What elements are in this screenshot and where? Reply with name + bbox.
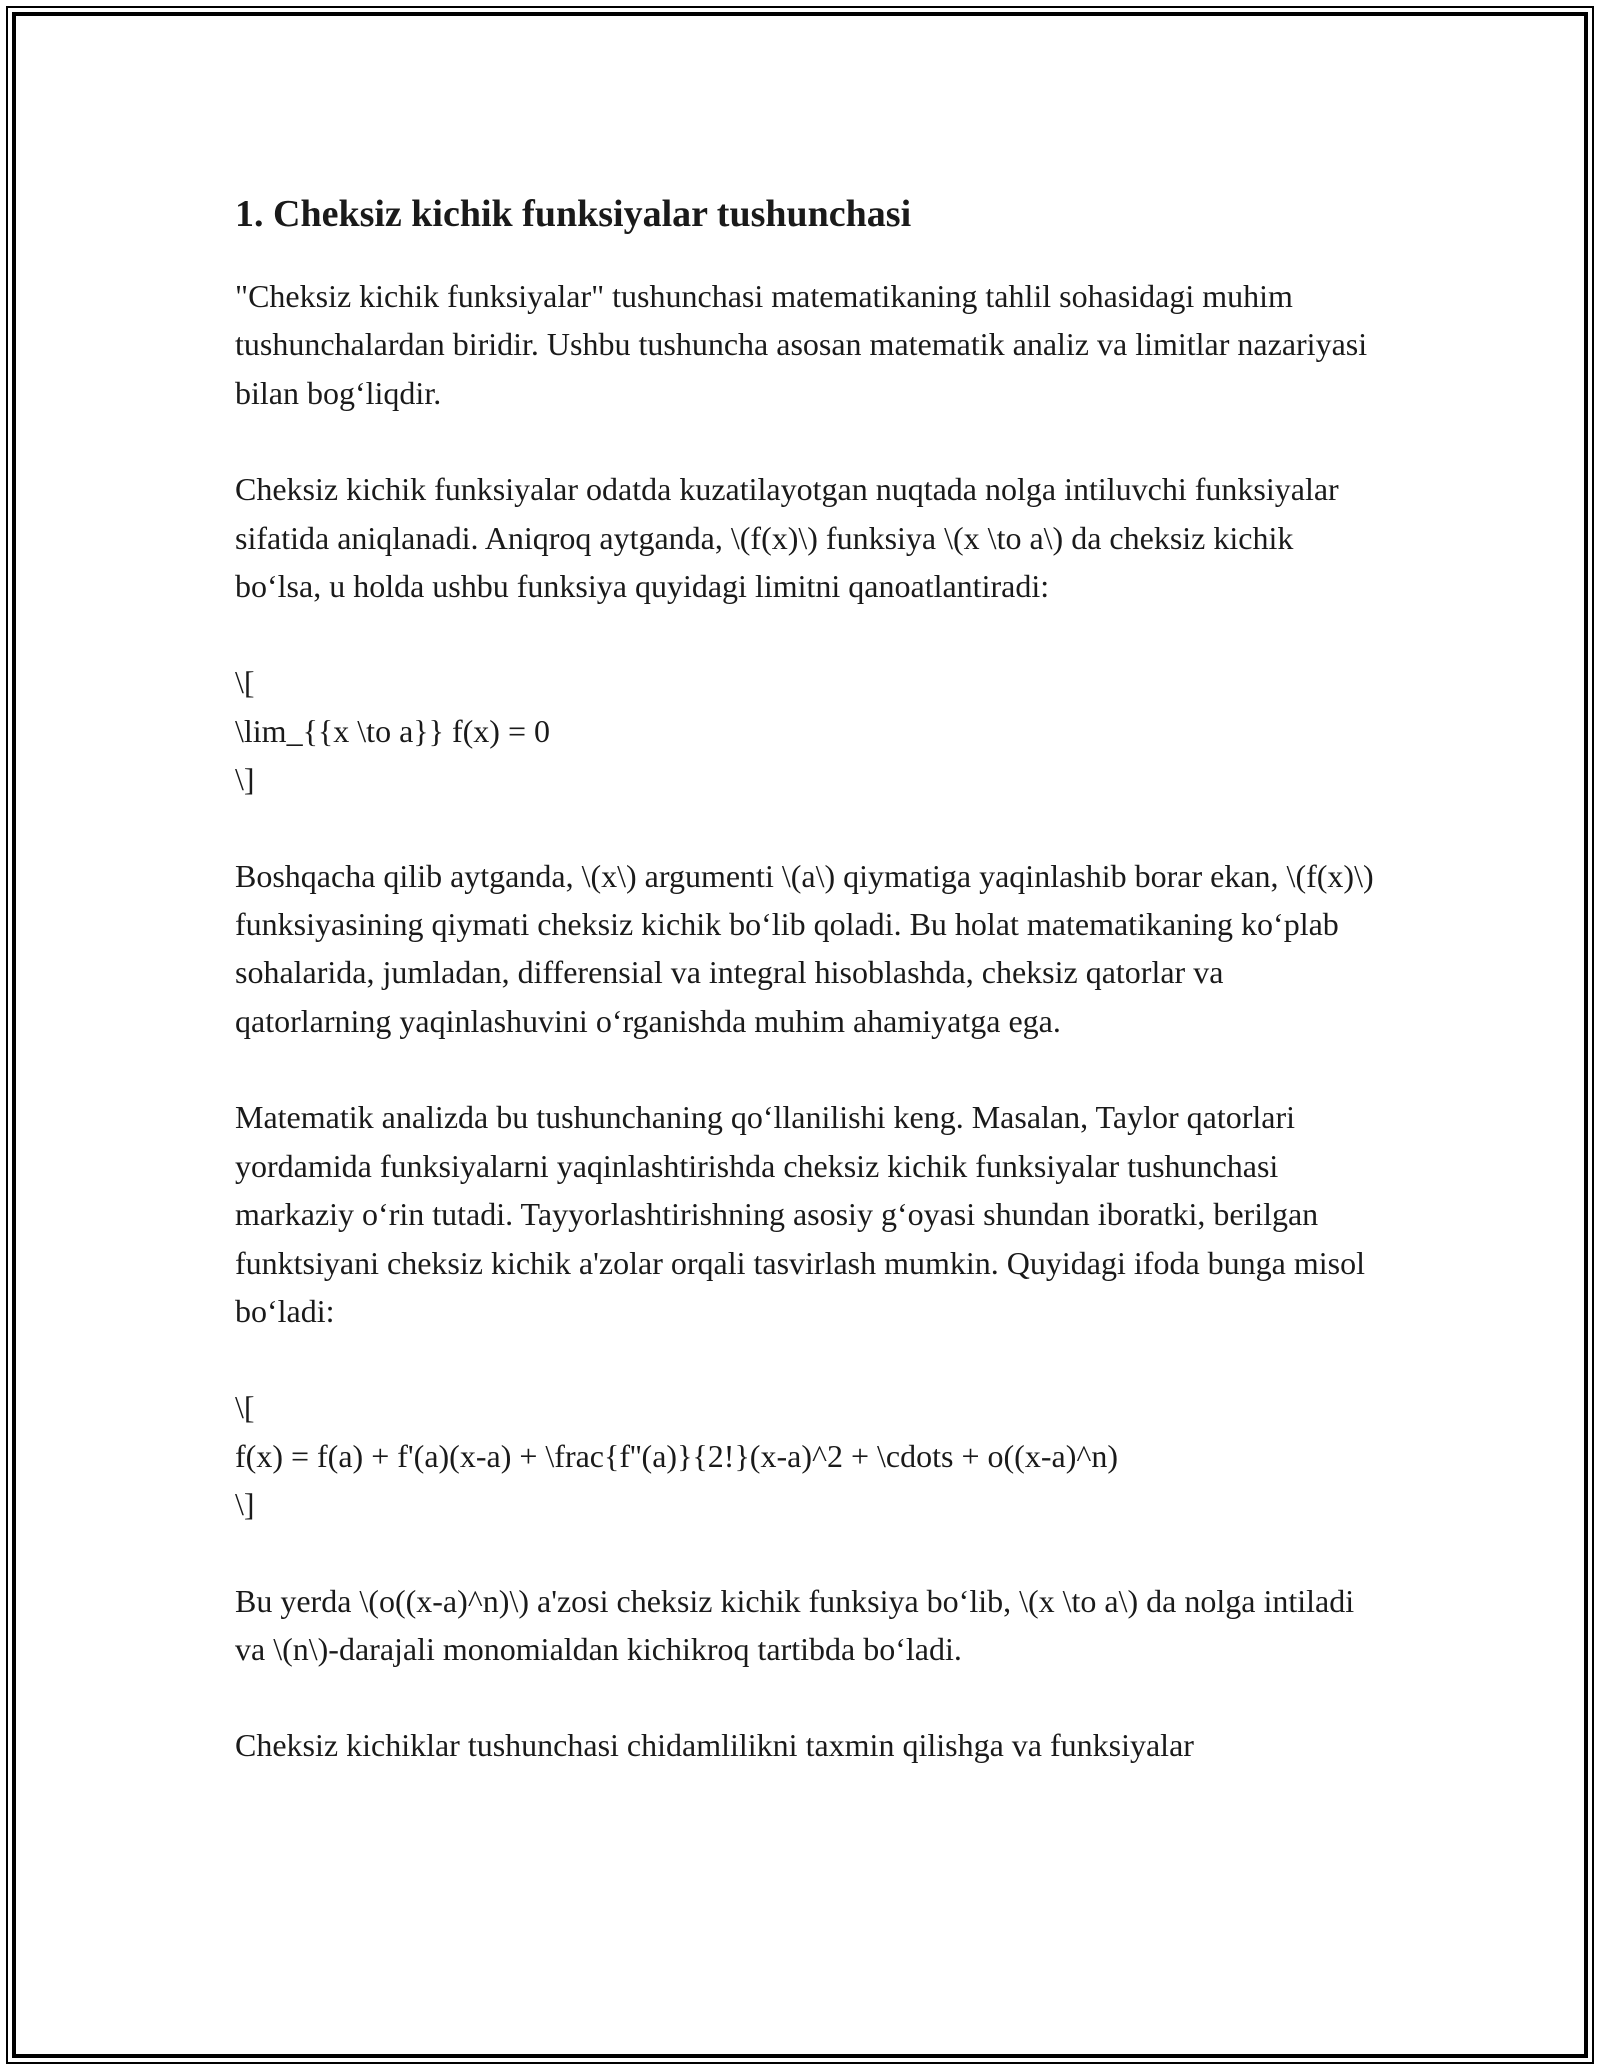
- formula-taylor-close: \]: [235, 1486, 255, 1523]
- paragraph-intro: "Cheksiz kichik funksiyalar" tushunchasi matematikaning tahlil sohasidagi muhim tushunchalardan biridir. Ushbu tushuncha asosan matematik analiz va limitlar nazariyasi bilan bog‘liqdir.: [235, 278, 1368, 411]
- document-body: [235, 186, 1375, 1818]
- formula-limit-close: \]: [235, 761, 255, 798]
- section-heading: 1. Cheksiz kichik funksiyalar tushunchasi: [235, 193, 912, 235]
- formula-taylor-body: f(x) = f(a) + f'(a)(x-a) + \frac{f''(a)}{2!}(x-a)^2 + \cdots + o((x-a)^n): [235, 1437, 1119, 1474]
- paragraph-closing: Cheksiz kichiklar tushunchasi chidamlilikni taxmin qilishga va funksiyalar: [235, 1727, 1194, 1764]
- paragraph-taylor: Matematik analizda bu tushunchaning qo‘llanilishi keng. Masalan, Taylor qatorlari yordamida funksiyalarni yaqinlashtirishda cheksiz kichik funksiyalar tushunchasi markaziy o‘rin tutadi. Tayyorlashtirishning asosiy g‘oyasi shundan iboratki, berilgan funktsiyani cheksiz kichik a'zolar orqali tasvirlash mumkin. Quyidagi ifoda bunga misol bo‘ladi:: [235, 1099, 1365, 1329]
- formula-limit-body: \lim_{{x \to a}} f(x) = 0: [235, 712, 550, 749]
- paragraph-definition: Cheksiz kichik funksiyalar odatda kuzatilayotgan nuqtada nolga intiluvchi funksiyalar sifatida aniqlanadi. Aniqroq aytganda, \(f(x)\) funksiya \(x \to a\) da cheksiz kichik bo‘lsa, u holda ushbu funksiya quyidagi limitni qanoatlantiradi:: [235, 471, 1339, 605]
- formula-taylor-open: \[: [235, 1389, 255, 1426]
- formula-limit: [235, 658, 1375, 803]
- paragraph-remainder: Bu yerda \(o((x-a)^n)\) a'zosi cheksiz kichik funksiya bo‘lib, \(x \to a\) da nolga intiladi va \(n\)-darajali monomialdan kichikroq tartibda bo‘ladi.: [235, 1582, 1355, 1667]
- formula-limit-open: \[: [235, 664, 255, 701]
- paragraph-explanation: Boshqacha qilib aytganda, \(x\) argumenti \(a\) qiymatiga yaqinlashib borar ekan, \(f(x)\) funksiyasining qiymati cheksiz kichik bo‘lib qoladi. Bu holat matematikaning ko‘plab sohalarida, jumladan, differensial va integral hisoblashda, cheksiz qatorlar va qatorlarning yaqinlashuvini o‘rganishda muhim ahamiyatga ega.: [235, 857, 1374, 1039]
- formula-taylor: [235, 1383, 1375, 1528]
